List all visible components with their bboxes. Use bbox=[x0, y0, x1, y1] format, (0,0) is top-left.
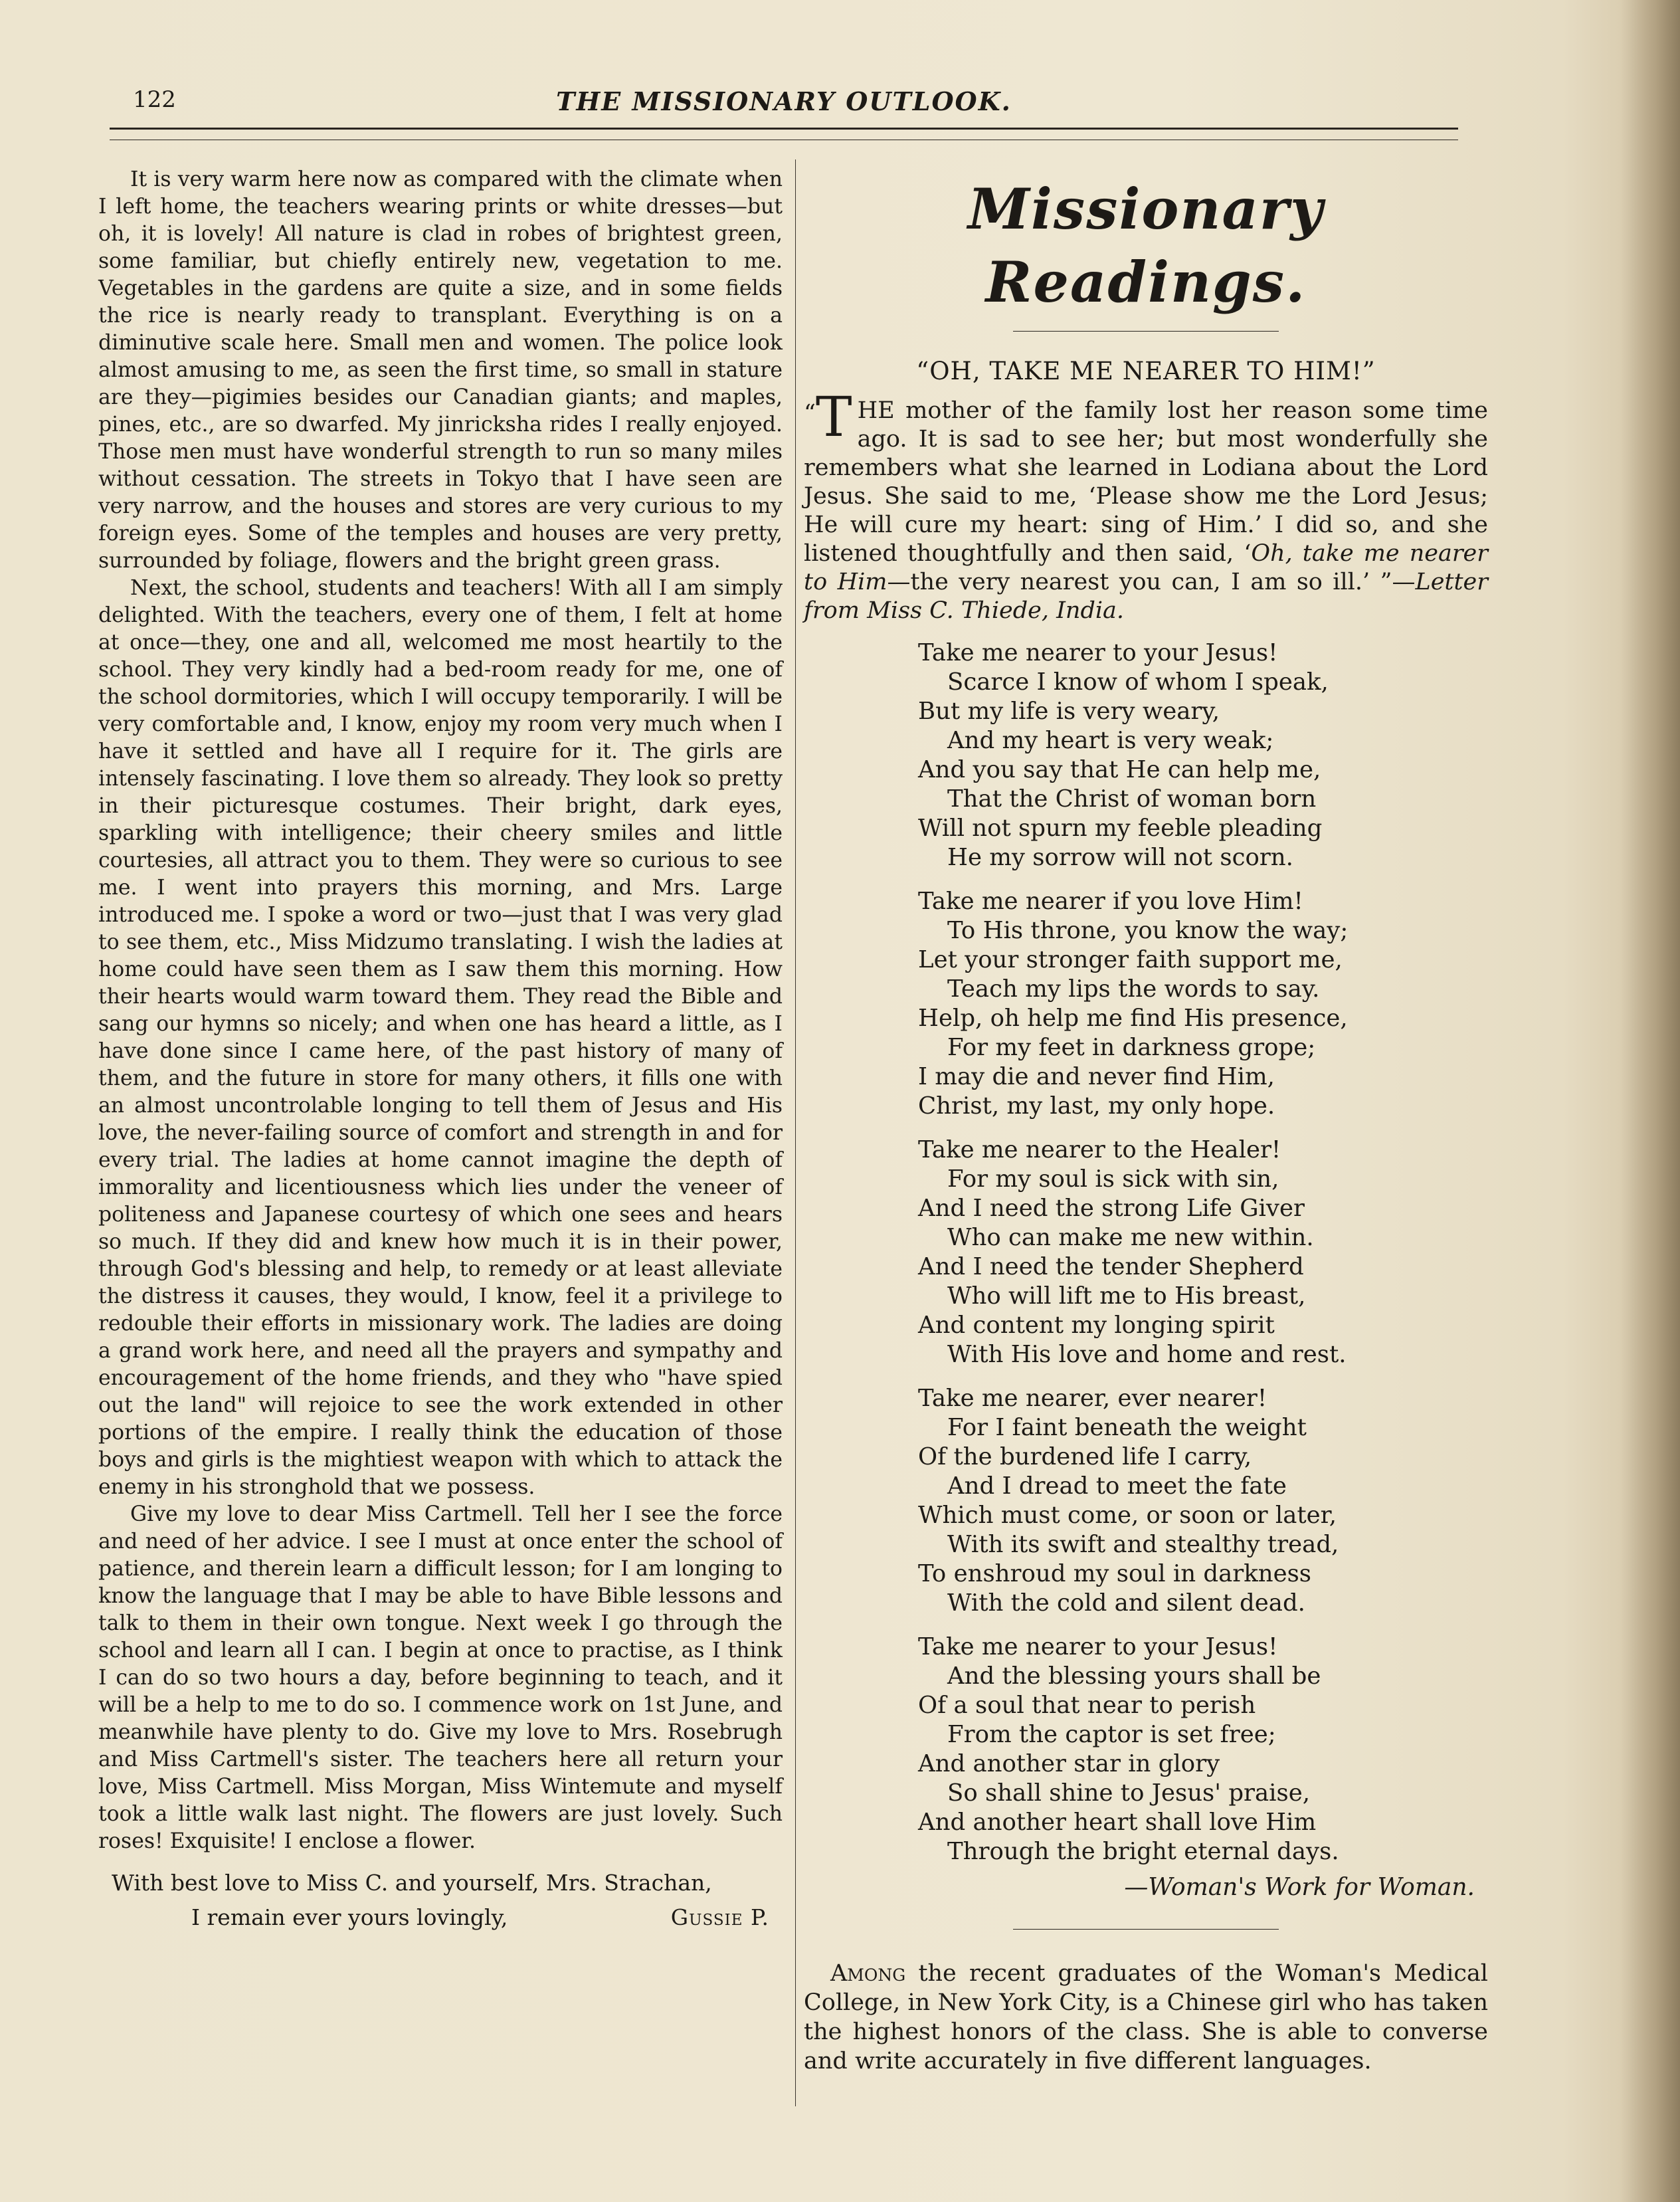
closing-greeting: With best love to Miss C. and yourself, Mrs. Strachan, bbox=[112, 1870, 712, 1896]
page-number: 122 bbox=[133, 86, 176, 113]
poem-stanza bbox=[918, 887, 1488, 1121]
news-divider bbox=[1013, 1929, 1279, 1930]
poem-line: With its swift and stealthy tread, bbox=[947, 1531, 1339, 1558]
left-column-letter bbox=[98, 166, 783, 1935]
poem bbox=[918, 639, 1488, 1902]
poem-line: Who can make me new within. bbox=[947, 1224, 1314, 1251]
signature: Gussie P. bbox=[670, 1904, 769, 1930]
poem-line: Take me nearer to the Healer! bbox=[918, 1136, 1281, 1163]
poem-stanza bbox=[918, 1136, 1488, 1369]
poem-line: And I need the strong Life Giver bbox=[918, 1195, 1305, 1222]
poem-line: Teach my lips the words to say. bbox=[947, 975, 1320, 1003]
poem-line: To enshroud my soul in darkness bbox=[918, 1560, 1312, 1587]
poem-line: Christ, my last, my only hope. bbox=[918, 1092, 1275, 1120]
poem-line: And another heart shall love Him bbox=[918, 1809, 1317, 1836]
poem-line: And I need the tender Shepherd bbox=[918, 1253, 1304, 1280]
poem-line: Help, oh help me find His presence, bbox=[918, 1005, 1348, 1032]
poem-line: So shall shine to Jesus' praise, bbox=[947, 1779, 1311, 1807]
poem-line: He my sorrow will not scorn. bbox=[947, 844, 1293, 871]
poem-line: Take me nearer, ever nearer! bbox=[918, 1385, 1267, 1412]
poem-line: Scarce I know of whom I speak, bbox=[947, 668, 1329, 696]
letter-paragraph: Next, the school, students and teachers! With all I am simply delighted. With the teachers, every one of them, I felt at home at once—they, one and all, welcomed me most heartily to the school. They very kindly had a bed-room ready for me, one of the school dormitories, which I will occupy temporarily. I will be very comfortable and, I know, enjoy my room very much when I have it settled and have all I require for it. The girls are intensely fascinating. I love them so already. They look so pretty in their picturesque costumes. Their bright, dark eyes, sparkling with intelligence; their cheery smiles and little courtesies, all attract you to them. They were so curious to see me. I went into prayers this morning, and Mrs. Large introduced me. I spoke a word or two—just that I was very glad to see them, etc., Miss Midzumo translating. I wish the ladies at home could have seen them as I saw them this morning. How their hearts would warm toward them. They read the Bible and sang our hymns so nicely; and when one has heard a little, as I have done since I came here, of the past history of many of them, and the future in store for many others, it fills one with an almost uncontrolable longing to tell them of Jesus and His love, the never-failing source of comfort and strength in and for every trial. The ladies at home cannot imagine the depth of immorality and licentiousness which lies under the veneer of politeness and Japanese courtesy of which one sees and hears so much. If they did and knew how much it is in their power, through God's blessing and help, to remedy or at least alleviate the distress it causes, they would, I know, feel it a privilege to redouble their efforts in missionary work. The ladies are doing a grand work here, and need all the prayers and sympathy and encouragement of the home friends, and they who "have spied out the land" will rejoice to see the work extended in other portions of the empire. I really think the education of those boys and girls is the mightiest weapon with which to attack the enemy in his stronghold that we possess. bbox=[98, 576, 783, 1499]
poem-line: And you say that He can help me, bbox=[918, 756, 1321, 783]
intro-paragraph bbox=[804, 386, 1488, 625]
poem-line: For my feet in darkness grope; bbox=[947, 1034, 1316, 1061]
poem-line: Take me nearer if you love Him! bbox=[918, 888, 1303, 915]
poem-line: For I faint beneath the weight bbox=[947, 1414, 1307, 1441]
intro-text-continued: —the very nearest you can, I am so ill.’ ”— bbox=[887, 569, 1416, 595]
poem-stanza bbox=[918, 1384, 1488, 1618]
poem-line: And my heart is very weak; bbox=[947, 727, 1274, 754]
poem-line: Of a soul that near to perish bbox=[918, 1692, 1256, 1719]
poem-line: And I dread to meet the fate bbox=[947, 1472, 1287, 1500]
article-title: “OH, TAKE ME NEARER TO HIM!” bbox=[916, 357, 1376, 385]
letter-paragraph: It is very warm here now as compared with the climate when I left home, the teachers wearing prints or white dresses—but oh, it is lovely! All nature is clad in robes of brightest green, some familiar, but chiefly entirely new, vegetation to me. Vegetables in the gardens are quite a size, and in some fields the rice is nearly ready to transplant. Everything is on a diminutive scale here. Small men and women. The police look almost amusing to me, as seen the first time, so small in stature are they—pigimies besides our Canadian giants; and maples, pines, etc., are so dwarfed. My jinricksha rides I really enjoyed. Those men must have wonderful strength to run so many miles without cessation. The streets in Tokyo that I have seen are very narrow, and the houses and stores are very curious to my foreign eyes. Some of the temples and houses are very pretty, surrounded by foliage, flowers and the bright green grass. bbox=[98, 167, 783, 573]
poem-line: And content my longing spirit bbox=[918, 1312, 1275, 1339]
right-column bbox=[804, 166, 1488, 2076]
poem-attribution: —Woman's Work for Woman. bbox=[1124, 1874, 1475, 1901]
poem-line: From the captor is set free; bbox=[947, 1721, 1276, 1748]
poem-line: But my life is very weary, bbox=[918, 698, 1220, 725]
poem-line: With the cold and silent dead. bbox=[947, 1589, 1305, 1617]
poem-line: And the blessing yours shall be bbox=[947, 1662, 1321, 1690]
poem-line: Who will lift me to His breast, bbox=[947, 1282, 1306, 1310]
closing-signoff-line bbox=[98, 1900, 783, 1935]
letter-closing bbox=[98, 1866, 783, 1935]
poem-line: Which must come, or soon or later, bbox=[918, 1502, 1337, 1529]
page-edge-shadow bbox=[1620, 0, 1680, 2202]
news-paragraph bbox=[804, 1959, 1488, 2076]
poem-line: Through the bright eternal days. bbox=[947, 1838, 1339, 1865]
poem-line: I may die and never find Him, bbox=[918, 1063, 1275, 1090]
poem-line: Will not spurn my feeble pleading bbox=[918, 815, 1323, 842]
intro-text: HE mother of the family lost her reason some time ago. It is sad to see her; but most wonderfully she remembers what she learned in Lodiana about the Lord Jesus. She said to me, ‘Please show me the Lord Jesus; He will cure my heart: sing of Him.’ I did so, and she listened thoughtfully and then said, ‘ bbox=[804, 397, 1488, 567]
letter-paragraph: Give my love to dear Miss Cartmell. Tell her I see the force and need of her advice. I see I must at once enter the school of patience, and therein learn a difficult lesson; for I am longing to know the language that I may be able to have Bible lessons and talk to them in their own tongue. Next week I go through the school and learn all I can. I begin at once to practise, as I think I can do so two hours a day, before beginning to teach, and it will be a help to me to do so. I commence work on 1st June, and meanwhile have plenty to do. Give my love to Mrs. Rosebrugh and Miss Cartmell's sister. The teachers here all return your love, Miss Cartmell. Miss Morgan, Miss Wintemute and myself took a little walk last night. The flowers are just lovely. Such roses! Exquisite! I enclose a flower. bbox=[98, 1502, 783, 1853]
poem-line: To His throne, you know the way; bbox=[947, 917, 1349, 944]
section-divider bbox=[1013, 331, 1279, 332]
poem-line: Take me nearer to your Jesus! bbox=[918, 1633, 1278, 1660]
poem-line: That the Christ of woman born bbox=[947, 785, 1317, 813]
running-title: THE MISSIONARY OUTLOOK. bbox=[556, 86, 1012, 116]
intro-italic-quote: Oh, take me nearer to Him bbox=[804, 540, 1488, 595]
poem-stanza bbox=[918, 1633, 1488, 1866]
poem-line: Of the burdened life I carry, bbox=[918, 1443, 1252, 1470]
poem-line: With His love and home and rest. bbox=[947, 1341, 1347, 1368]
header-rule bbox=[110, 128, 1458, 130]
section-title: Missionary Readings. bbox=[968, 176, 1324, 315]
page-header bbox=[106, 80, 1461, 120]
poem-stanza bbox=[918, 639, 1488, 872]
poem-line: For my soul is sick with sin, bbox=[947, 1165, 1279, 1193]
news-lead-word: Among bbox=[830, 1960, 906, 1987]
intro-source: Letter from Miss C. Thiede, India. bbox=[804, 569, 1488, 624]
news-text: the recent graduates of the Woman's Medical College, in New York City, is a Chinese girl who has taken the highest honors of the class. She is able to converse and write accurately in five different languages. bbox=[804, 1960, 1488, 2074]
closing-signoff: I remain ever yours lovingly, bbox=[191, 1904, 508, 1930]
drop-cap: T bbox=[815, 386, 852, 449]
intro-open-quote: “ bbox=[804, 400, 816, 427]
poem-line: Let your stronger faith support me, bbox=[918, 946, 1343, 973]
poem-line: Take me nearer to your Jesus! bbox=[918, 639, 1278, 666]
column-divider bbox=[795, 159, 796, 2106]
poem-line: And another star in glory bbox=[918, 1750, 1220, 1777]
